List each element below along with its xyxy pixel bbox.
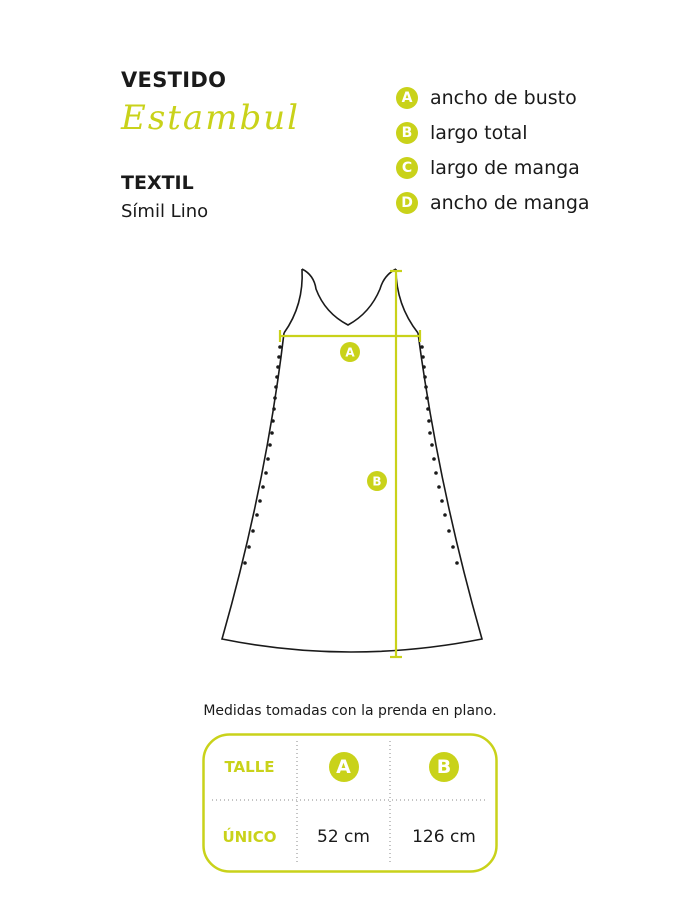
table-header-a-cell	[297, 733, 390, 800]
table-row-a-value: 52 cm	[317, 826, 370, 847]
legend-label-b: largo total	[430, 121, 528, 144]
dress-diagram	[200, 255, 500, 675]
side-buttons	[243, 345, 459, 565]
measure-marker-a	[340, 342, 360, 362]
fabric-value: Símil Lino	[121, 201, 209, 222]
legend-item-d	[396, 185, 590, 220]
measurement-legend	[396, 80, 590, 220]
table-header-b: B	[429, 752, 459, 782]
measure-lines	[280, 271, 420, 657]
table-row-size-cell	[202, 800, 297, 873]
legend-item-b	[396, 115, 590, 150]
legend-item-a	[396, 80, 590, 115]
product-title: VESTIDO	[121, 68, 227, 92]
model-name: Estambul	[121, 98, 300, 138]
fabric-label: TEXTIL	[121, 172, 194, 194]
marker-b-text: B	[372, 474, 382, 489]
marker-a-text: A	[345, 345, 355, 360]
dress-outline	[222, 269, 482, 652]
legend-badge-b: B	[396, 122, 418, 144]
measurement-note: Medidas tomadas con la prenda en plano.	[203, 703, 497, 719]
legend-label-d: ancho de manga	[430, 191, 590, 214]
table-header-talle-cell	[202, 733, 297, 800]
legend-label-c: largo de manga	[430, 156, 580, 179]
table-row-b-cell	[390, 800, 498, 873]
table-header-a: A	[329, 752, 359, 782]
legend-badge-d: D	[396, 192, 418, 214]
measure-marker-b	[367, 471, 387, 491]
legend-badge-c: C	[396, 157, 418, 179]
table-header-talle: TALLE	[224, 757, 275, 776]
legend-item-c	[396, 150, 590, 185]
table-row-a-cell	[297, 800, 390, 873]
table-row-b-value: 126 cm	[412, 826, 476, 847]
table-header-b-cell	[390, 733, 498, 800]
size-table	[202, 733, 498, 873]
legend-label-a: ancho de busto	[430, 86, 577, 109]
table-row-size: ÚNICO	[222, 827, 277, 846]
legend-badge-a: A	[396, 87, 418, 109]
